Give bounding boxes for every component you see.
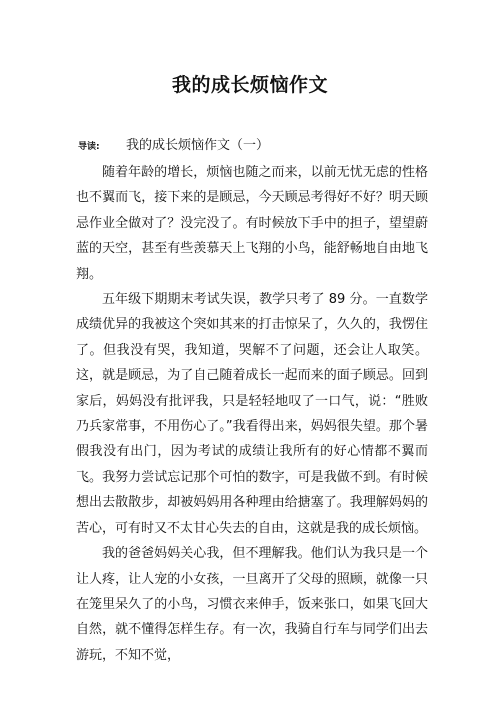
lead-label: 导读:: [78, 142, 100, 152]
document-title: 我的成长烦恼作文: [171, 74, 328, 96]
lead-row: [78, 134, 438, 154]
paragraph-1: 随着年龄的增长，烦恼也随之而来，以前无忧无虑的性格也不翼而飞，接下来的是顾忌，今天顾忌考得好不好？明天顾忌作业全做对了？没完没了。有时候放下手中的担子，望望蔚蓝的天空，甚至有些羡慕天上飞翔的小鸟，能舒畅地自由地飞翔。: [76, 165, 428, 282]
paragraph-3: 我的爸爸妈妈关心我，但不理解我。他们认为我只是一个让人疼，让人宠的小女孩，一旦离开了父母的照顾，就像一只在笼里呆久了的小鸟，习惯衣来伸手，饭来张口，如果飞回大自然，就不懂得怎样生存。有一次，我骑自行车与同学们出去游玩，不知不觉，: [76, 546, 428, 663]
document-body: [76, 160, 428, 668]
lead-text: 我的成长烦恼作文（一）: [126, 138, 270, 153]
paragraph-2: 五年级下期期末考试失误，教学只考了 89 分。一直数学成绩优异的我被这个突如其来的打击惊呆了，久久的，我愣住了。但我没有哭，我知道，哭解不了问题，还会让人取笑。这，就是顾忌，为了自己随着成长一起而来的面子顾忌。回到家后，妈妈没有批评我，只是轻轻地叹了一口气，说：“胜败乃兵家常事，不用伤心了。”我看得出来，妈妈很失望。那个暑假我没有出门，因为考试的成绩让我所有的好心情都不翼而飞。我努力尝试忘记那个可怕的数字，可是我做不到。有时候想出去散散步，却被妈妈用各种理由给搪塞了。我理解妈妈的苦心，可有时又不太甘心失去的自由，这就是我的成长烦恼。: [76, 292, 428, 536]
